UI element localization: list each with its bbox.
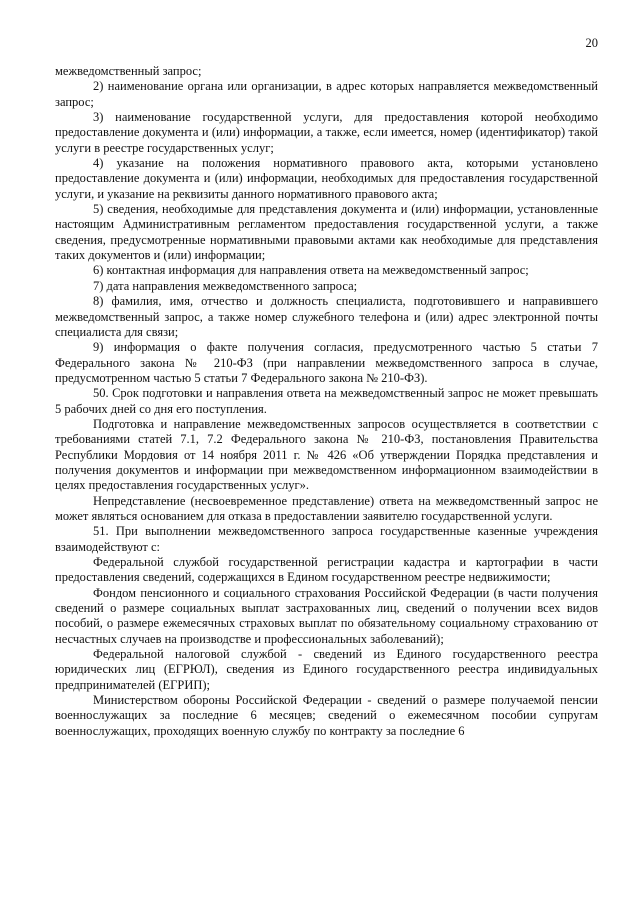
paragraph: 6) контактная информация для направления ответа на межведомственный запрос; [93,263,529,278]
paragraph: 3) наименование государственной услуги, для предоставления которой необходимо предоставление документа и (или) информации, а также, если имеется, номер (идентификатор) такой услуги в реестре государственных услуг; [55,110,598,155]
paragraph: Подготовка и направление межведомственных запросов осуществляется в соответствии с требованиями статей 7.1, 7.2 Федерального закона № 210-ФЗ, постановления Правительства Республики Мордовия от 14 ноября 2011 г. № 426 «Об утверждении Порядка представления и получения документов и информации при межведомственном информационном взаимодействии в целях предоставления государственных услуг». [55,416,598,493]
paragraph: 8) фамилия, имя, отчество и должность специалиста, подготовившего и направившего межведомственный запрос, а также номер служебного телефона и (или) адрес электронной почты специалиста для связи; [55,294,598,339]
paragraph: 50. Срок подготовки и направления ответа на межведомственный запрос не может превышать 5 рабочих дней со дня его поступления. [55,386,598,416]
document-body [55,64,598,739]
paragraph: 4) указание на положения нормативного правового акта, которыми установлено предоставление документа и (или) информации, необходимых для предоставления государственной услуги, и указание на реквизиты данного нормативного правового акта; [55,156,598,201]
paragraph: Министерством обороны Российской Федерации - сведений о размере получаемой пенсии военнослужащих за последние 6 месяцев; сведений о ежемесячном пособии супругам военнослужащих, проходящих военную службу по контракту за последние 6 [55,693,598,738]
paragraph: Фондом пенсионного и социального страхования Российской Федерации (в части получения сведений о размере социальных выплат застрахованных лиц, сведений о получении всех видов пособий, о размере ежемесячных страховых выплат по обязательному социальному страхованию от несчастных случаев на производстве и профессиональных заболеваний); [55,585,598,646]
page-number: 20 [585,36,598,50]
paragraph: межведомственный запрос; [55,64,202,78]
paragraph: 51. При выполнении межведомственного запроса государственные казенные учреждения взаимодействуют с: [55,524,598,554]
paragraph: Непредставление (несвоевременное представление) ответа на межведомственный запрос не может являться основанием для отказа в предоставлении заявителю государственной услуги. [55,493,598,523]
paragraph: 9) информация о факте получения согласия, предусмотренного частью 5 статьи 7 Федерального закона № 210-ФЗ (при направлении межведомственного запроса в случае, предусмотренном частью 5 статьи 7 Федерального закона № 210-ФЗ). [55,340,598,385]
paragraph: Федеральной службой государственной регистрации кадастра и картографии в части предоставления сведений, содержащихся в Едином государственном реестре недвижимости; [55,555,598,585]
paragraph: 5) сведения, необходимые для представления документа и (или) информации, установленные настоящим Административным регламентом предоставления государственной услуги, а также сведения, предусмотренные нормативными правовыми актами как необходимые для представления таких документов и (или) информации; [55,202,598,263]
paragraph: 7) дата направления межведомственного запроса; [93,278,358,293]
paragraph: Федеральной налоговой службой - сведений из Единого государственного реестра юридических лиц (ЕГРЮЛ), сведения из Единого государственного реестра индивидуальных предпринимателей (ЕГРИП); [55,647,598,692]
paragraph: 2) наименование органа или организации, в адрес которых направляется межведомственный запрос; [55,79,598,109]
